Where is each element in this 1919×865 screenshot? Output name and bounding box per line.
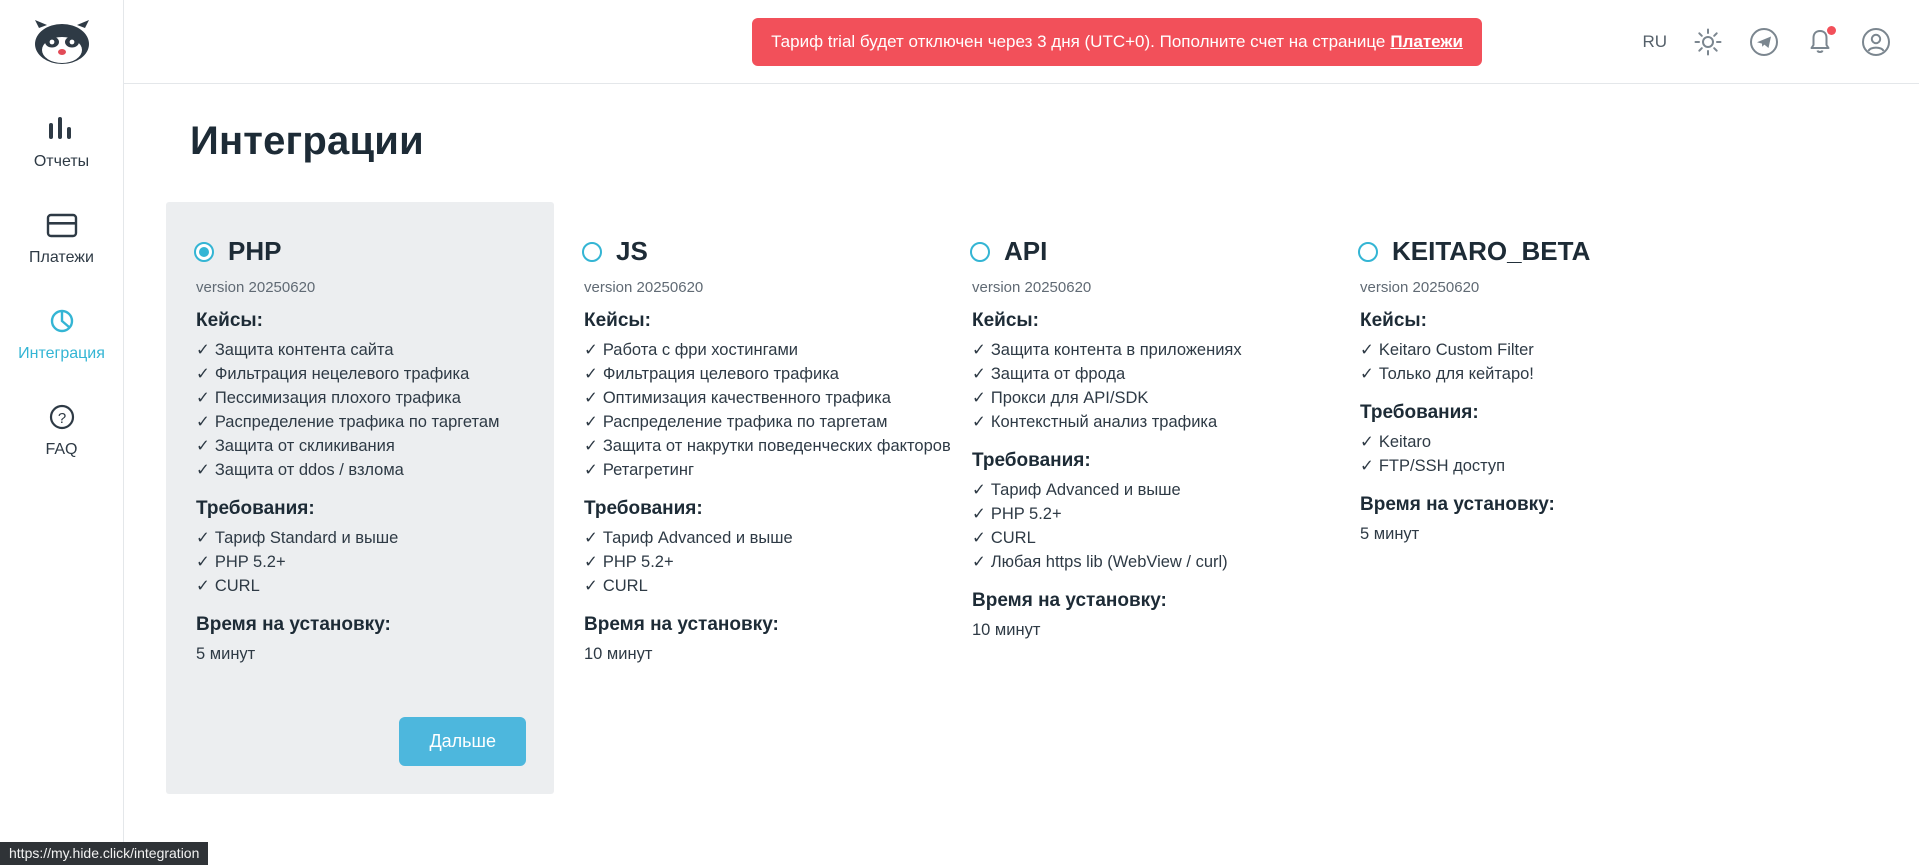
integration-card-js[interactable]	[554, 202, 951, 794]
check-icon: ✓	[972, 529, 986, 547]
card-title: KEITARO_BETA	[1392, 236, 1591, 266]
check-icon: ✓	[1360, 457, 1374, 475]
next-button[interactable]: Дальше	[399, 717, 526, 766]
list-item: ✓ CURL	[972, 529, 1036, 547]
card-header	[582, 236, 914, 267]
list-item: ✓ Прокси для API/SDK	[972, 389, 1149, 407]
check-icon: ✓	[584, 413, 598, 431]
time-value: 10 минут	[584, 645, 653, 663]
check-icon: ✓	[584, 529, 598, 547]
time-value: 10 минут	[972, 621, 1041, 639]
check-icon: ✓	[972, 413, 986, 431]
sidebar-item-otchety[interactable]	[0, 100, 124, 180]
list-item: ✓ PHP 5.2+	[584, 553, 674, 571]
list-item: ✓ CURL	[584, 577, 648, 595]
check-icon: ✓	[196, 529, 210, 547]
list-item: ✓ Защита контента в приложениях	[972, 341, 1242, 359]
check-icon: ✓	[972, 365, 986, 383]
check-icon: ✓	[196, 389, 210, 407]
check-icon: ✓	[196, 577, 210, 595]
check-icon: ✓	[196, 437, 210, 455]
list-item: ✓ Защита от скликивания	[196, 437, 395, 455]
check-icon: ✓	[196, 553, 210, 571]
list-item: ✓ Тариф Standard и выше	[196, 529, 399, 547]
check-icon: ✓	[196, 365, 210, 383]
sidebar-item-label: Платежи	[29, 249, 94, 266]
status-bar-url: https://my.hide.click/integration	[0, 842, 208, 865]
check-icon: ✓	[1360, 365, 1374, 383]
time-title: Время на установку:	[1360, 494, 1555, 515]
card-version: version 20250620	[196, 279, 316, 296]
check-icon: ✓	[584, 461, 598, 479]
card-header	[970, 236, 1302, 267]
radio-keitaro-beta[interactable]	[1358, 242, 1378, 262]
list-item: ✓ Любая https lib (WebView / curl)	[972, 553, 1228, 571]
check-icon: ✓	[972, 481, 986, 499]
requirements-title: Требования:	[584, 498, 703, 519]
integration-card-keitaro-beta[interactable]	[1330, 202, 1718, 794]
check-icon: ✓	[1360, 341, 1374, 359]
check-icon: ✓	[584, 341, 598, 359]
card-version: version 20250620	[1360, 279, 1480, 296]
list-item: ✓ Только для кейтаро!	[1360, 365, 1534, 383]
sidebar	[0, 0, 124, 865]
bell-icon[interactable]	[1805, 27, 1835, 57]
time-title: Время на установку:	[584, 614, 779, 635]
requirements-list	[582, 526, 914, 598]
sidebar-item-integraciya[interactable]	[0, 292, 124, 372]
time-title: Время на установку:	[196, 614, 391, 635]
notification-badge	[1827, 26, 1836, 35]
logo[interactable]	[0, 0, 124, 84]
card-version: version 20250620	[972, 279, 1092, 296]
card-title: JS	[616, 236, 648, 266]
list-item: ✓ Защита от накрутки поведенческих факторов	[584, 437, 951, 455]
time-value: 5 минут	[1360, 525, 1420, 543]
sidebar-item-label: FAQ	[45, 441, 78, 458]
list-item: ✓ Защита от ddos / взлома	[196, 461, 404, 479]
list-item: ✓ Тариф Advanced и выше	[972, 481, 1181, 499]
account-icon[interactable]	[1861, 27, 1891, 57]
raccoon-logo-icon	[31, 18, 93, 66]
list-item: ✓ Работа с фри хостингами	[584, 341, 799, 359]
list-item: ✓ Фильтрация целевого трафика	[584, 365, 839, 383]
alert-payments-link[interactable]: Платежи	[1390, 32, 1463, 51]
list-item: ✓ Контекстный анализ трафика	[972, 413, 1218, 431]
list-item: ✓ Оптимизация качественного трафика	[584, 389, 891, 407]
list-item: ✓ Пессимизация плохого трафика	[196, 389, 461, 407]
list-item: ✓ Защита контента сайта	[196, 341, 394, 359]
list-item: ✓ Ретагретинг	[584, 461, 695, 479]
list-item: ✓ Keitaro Custom Filter	[1360, 341, 1534, 359]
sidebar-item-platezhi[interactable]	[0, 196, 124, 276]
list-item: ✓ PHP 5.2+	[972, 505, 1062, 523]
check-icon: ✓	[584, 577, 598, 595]
card-icon	[45, 206, 79, 246]
alert-text: Тариф trial будет отключен через 3 дня (UTC+0). Пополните счет на странице	[771, 32, 1386, 51]
cases-title: Кейсы:	[972, 310, 1039, 331]
requirements-list	[1358, 430, 1690, 478]
cases-list	[970, 338, 1302, 434]
integration-card-php[interactable]	[166, 202, 554, 794]
cases-title: Кейсы:	[584, 310, 651, 331]
question-circle-icon	[45, 398, 79, 438]
check-icon: ✓	[196, 413, 210, 431]
check-icon: ✓	[584, 553, 598, 571]
cases-list	[194, 338, 526, 482]
cases-list	[1358, 338, 1690, 386]
card-title: API	[1004, 236, 1048, 266]
radio-js[interactable]	[582, 242, 602, 262]
cases-title: Кейсы:	[196, 310, 263, 331]
card-version: version 20250620	[584, 279, 704, 296]
sidebar-item-label: Отчеты	[33, 153, 90, 170]
radio-php[interactable]	[194, 242, 214, 262]
cases-title: Кейсы:	[1360, 310, 1427, 331]
card-header	[1358, 236, 1690, 267]
time-title: Время на установку:	[972, 590, 1167, 611]
sidebar-item-label: Интеграция	[18, 345, 105, 362]
card-header	[194, 236, 526, 267]
list-item: ✓ FTP/SSH доступ	[1360, 457, 1506, 475]
sidebar-item-faq[interactable]	[0, 388, 124, 468]
check-icon: ✓	[196, 341, 210, 359]
requirements-title: Требования:	[972, 450, 1091, 471]
list-item: ✓ Защита от фрода	[972, 365, 1126, 383]
check-icon: ✓	[1360, 433, 1374, 451]
language-switcher[interactable]: RU	[1642, 32, 1667, 51]
requirements-title: Требования:	[196, 498, 315, 519]
time-value: 5 минут	[196, 645, 256, 663]
list-item: ✓ Keitaro	[1360, 433, 1432, 451]
check-icon: ✓	[584, 389, 598, 407]
list-item: ✓ CURL	[196, 577, 260, 595]
card-title: PHP	[228, 236, 282, 266]
list-item: ✓ Распределение трафика по таргетам	[584, 413, 888, 431]
check-icon: ✓	[584, 365, 598, 383]
bar-chart-icon	[45, 110, 79, 150]
list-item: ✓ Тариф Advanced и выше	[584, 529, 793, 547]
list-item: ✓ PHP 5.2+	[196, 553, 286, 571]
integration-icon	[45, 302, 79, 342]
header-actions	[1642, 0, 1891, 84]
check-icon: ✓	[972, 505, 986, 523]
main-content	[124, 85, 1919, 865]
check-icon: ✓	[584, 437, 598, 455]
svg-text:?: ?	[57, 410, 66, 427]
integration-cards	[166, 202, 1919, 794]
cases-list	[582, 338, 951, 482]
telegram-icon[interactable]	[1749, 27, 1779, 57]
check-icon: ✓	[196, 461, 210, 479]
sun-icon[interactable]	[1693, 27, 1723, 57]
page-title: Интеграции	[190, 119, 424, 163]
radio-api[interactable]	[970, 242, 990, 262]
header	[124, 0, 1919, 84]
requirements-list	[970, 478, 1302, 574]
check-icon: ✓	[972, 553, 986, 571]
check-icon: ✓	[972, 389, 986, 407]
list-item: ✓ Фильтрация нецелевого трафика	[196, 365, 470, 383]
list-item: ✓ Распределение трафика по таргетам	[196, 413, 500, 431]
integration-card-api[interactable]	[942, 202, 1330, 794]
requirements-list	[194, 526, 526, 598]
check-icon: ✓	[972, 341, 986, 359]
requirements-title: Требования:	[1360, 402, 1479, 423]
trial-alert-banner	[752, 18, 1482, 66]
